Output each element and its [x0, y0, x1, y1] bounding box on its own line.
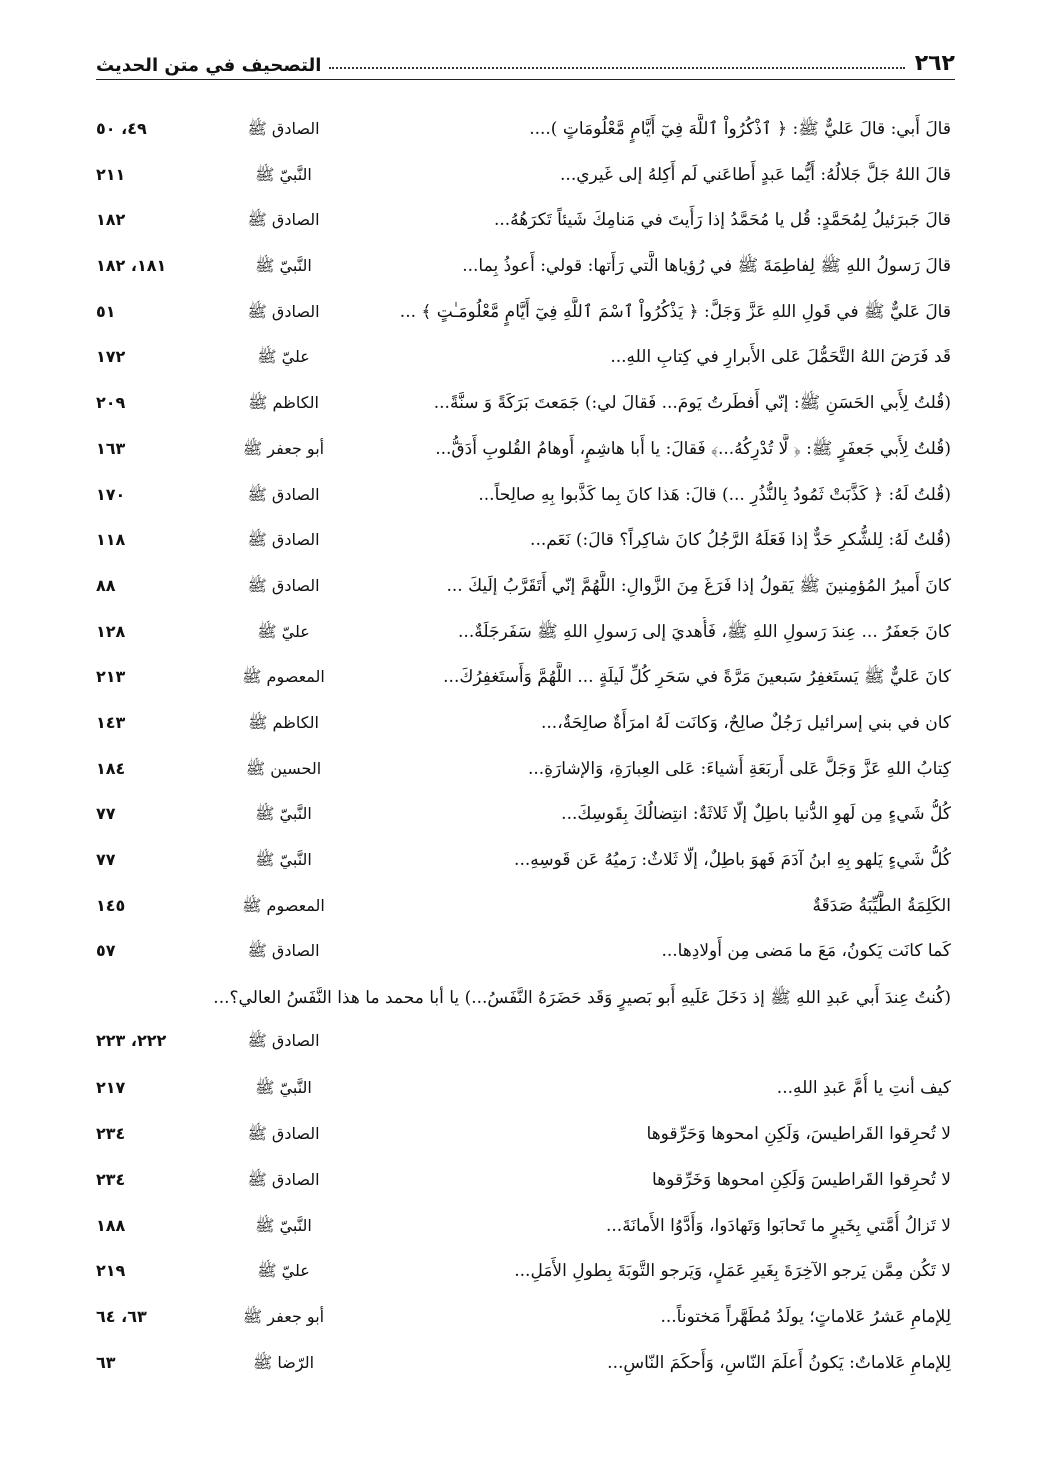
hadith-text: كانَ عَليٌّ ﷺ يَستَغفِرُ سَبعينَ مَرَّةً في سَحَرِ كُلِّ لَيلَةٍ ... اللَّهُمَّ وَأَستَغفِرُكَ...: [443, 667, 951, 688]
index-entry: [0, 976, 1051, 1067]
dotted-leader: [329, 67, 904, 69]
page-references: ١٤٣: [96, 712, 126, 732]
page-references: ٥١: [96, 301, 116, 321]
hadith-text: كُلُّ شَيءٍ مِن لَهوِ الدُّنيا باطِلٌ إلّا ثَلاثَةٌ: انتِضالُكَ بِقَوسِكَ...: [561, 804, 951, 825]
hadith-text: لِلإمامِ عَشرُ عَلاماتٍ؛ يولَدُ مُطَهَّراً مَختوناً...: [660, 1306, 951, 1327]
index-entry: [0, 611, 1051, 657]
narrator-name: الصادق ﷺ: [247, 575, 320, 595]
narrator-name: الكاظم ﷺ: [248, 712, 319, 732]
index-entry: [0, 474, 1051, 520]
index-entry: [0, 1113, 1051, 1159]
page-references: ٢١٩: [96, 1261, 126, 1281]
header-rule: [96, 79, 955, 80]
narrator-name: الصادق ﷺ: [247, 530, 320, 550]
index-entry: [0, 1296, 1051, 1342]
index-entry: [0, 1250, 1051, 1296]
index-entry: [0, 1159, 1051, 1205]
page-references: ٢١٣: [96, 667, 126, 687]
narrator-name: النَّبيّ ﷺ: [255, 1078, 312, 1098]
index-entry: [0, 154, 1051, 200]
index-entry: [0, 428, 1051, 474]
page-references: ٨٨: [96, 575, 116, 595]
page-references: ٢٠٩: [96, 393, 126, 413]
narrator-name: النَّبيّ ﷺ: [255, 804, 312, 824]
narrator-name: الصادق ﷺ: [247, 1169, 320, 1189]
hadith-text: كُلُّ شَيءٍ يَلهو بِهِ ابنُ آدَمَ فَهوَ باطِلٌ، إلّا ثَلاثٌ: رَميُهُ عَن قَوسِهِ...: [514, 850, 951, 870]
index-entry: [0, 702, 1051, 748]
narrator-name: المعصوم ﷺ: [242, 667, 325, 687]
index-entry: [0, 519, 1051, 565]
hadith-text: (كُنتُ عِندَ أَبي عَبدِ اللهِ ﷺ إذ دَخَلَ عَلَيهِ أَبو بَصيرٍ وَقَد حَضَرَهُ النَّفَسُ...) يا أبا محمد ما هذا النَّفَسُ العالي؟...: [213, 988, 951, 1009]
index-entry: [0, 108, 1051, 154]
page-references: ٢٣٤: [96, 1169, 126, 1189]
index-entry: [0, 656, 1051, 702]
index-entry: [0, 793, 1051, 839]
narrator-name: الصادق ﷺ: [247, 484, 320, 504]
index-entry: [0, 565, 1051, 611]
index-entry: [0, 382, 1051, 428]
index-entry: [0, 1205, 1051, 1251]
hadith-text: الكَلِمَةُ الطَّيِّبَةُ صَدَقَةٌ: [812, 895, 951, 916]
hadith-text: (قُلتُ لَهُ: لِلشُّكرِ حَدٌّ إذا فَعَلَهُ الرَّجُلُ كانَ شاكِراً؟ قالَ:) نَعَم...: [530, 530, 951, 551]
narrator-name: الصادق ﷺ: [247, 1031, 320, 1051]
hadith-text: (قُلتُ لَهُ: ﴿ كَذَّبَتْ ثَمُودُ بِالنُّذُرِ ...) قالَ: هَذا كانَ بِما كَذَّبوا بِهِ صالِحاً...: [478, 484, 951, 505]
hadith-text: (قُلتُ لِأَبي جَعفَرٍ ﷺ: ﴿ لَّا تُدْرِكُهُ...﴾ فَقالَ: يا أَبا هاشِمٍ، أَوهامُ القُلوبِ أَدَقُّ...: [435, 438, 951, 459]
hadith-text: لا تُحرِقوا القَراطيسَ وَلَكِنِ امحوها وَخَرِّقوها: [652, 1169, 951, 1190]
page-references: ٢١٧: [96, 1078, 126, 1098]
narrator-name: أبو جعفر ﷺ: [242, 438, 325, 458]
page-references: ٢٢٢، ٢٢٣: [96, 1031, 167, 1051]
hadith-text: قالَ أَبي: قالَ عَليٌّ ﷺ: ﴿ ٱذْكُرُواْ ٱللَّهَ فِيٓ أَيَّامٍ مَّعْلُومَاتٍ )....: [529, 119, 951, 139]
narrator-name: الصادق ﷺ: [247, 941, 320, 961]
narrator-name: عليّ ﷺ: [257, 621, 310, 641]
index-entry: [0, 336, 1051, 382]
hadith-text: كِتابُ اللهِ عَزَّ وَجَلَّ عَلى أَربَعَةِ أَشياءَ: عَلى العِبارَةِ، وَالإشارَةِ...: [527, 758, 951, 779]
page-references: ١٨١، ١٨٢: [96, 256, 167, 276]
hadith-text: قالَ اللهُ جَلَّ جَلالُهُ: أَيُّما عَبدٍ أَطاعَني لَم أَكِلهُ إلى غَيري...: [560, 164, 951, 185]
narrator-name: الكاظم ﷺ: [248, 393, 319, 413]
hadith-text: كانَ أَميرُ المُؤمِنينَ ﷺ يَقولُ إذا فَرَغَ مِنَ الزَّوالِ: اللَّهُمَّ إنّي أَتَقَرَّبُ إلَيكَ ...: [446, 575, 951, 596]
narrator-name: عليّ ﷺ: [257, 347, 310, 367]
page-references: ١١٨: [96, 530, 126, 550]
narrator-name: الصادق ﷺ: [247, 1124, 320, 1144]
page-number: ٢٦٢: [914, 51, 955, 76]
page-references: ١٧٠: [96, 484, 126, 504]
index-entry: [0, 245, 1051, 291]
page-references: ١٨٢: [96, 210, 126, 230]
page-header: [96, 40, 955, 76]
page-references: ١٨٤: [96, 758, 126, 778]
index-entry: [0, 1342, 1051, 1388]
narrator-name: المعصوم ﷺ: [242, 895, 325, 915]
index-entry: [0, 199, 1051, 245]
narrator-name: النَّبيّ ﷺ: [255, 256, 312, 276]
page-references: ٢١١: [96, 164, 126, 184]
narrator-name: النَّبيّ ﷺ: [255, 164, 312, 184]
index-entry: [0, 885, 1051, 931]
page-references: ١٦٣: [96, 438, 126, 458]
hadith-text: كانَ جَعفَرُ ... عِندَ رَسولِ اللهِ ﷺ، فَأُهديَ إلى رَسولِ اللهِ ﷺ سَفَرجَلَةٌ...: [458, 621, 951, 642]
page-references: ٥٧: [96, 941, 116, 961]
index-entry: [0, 291, 1051, 337]
hadith-text: قالَ جَبرَئيلُ لِمُحَمَّدٍ: قُل يا مُحَمَّدُ إذا رَأَيتَ في مَنامِكَ شَيئاً تَكرَهُهُ...: [493, 210, 951, 231]
narrator-name: أبو جعفر ﷺ: [242, 1306, 325, 1326]
page-references: ٧٧: [96, 850, 116, 869]
page-references: ٢٣٤: [96, 1124, 126, 1144]
hadith-text: قالَ رَسولُ اللهِ ﷺ لِفاطِمَةَ ﷺ في رُؤياها الَّتي رَأَتها: قولي: أَعوذُ بِما...: [462, 256, 951, 277]
narrator-name: الصادق ﷺ: [247, 119, 320, 138]
hadith-text: كيف أنتِ يا أُمَّ عَبدِ اللهِ...: [776, 1078, 951, 1099]
index-entry: [0, 930, 1051, 976]
index-entry: [0, 748, 1051, 794]
page-references: ١٢٨: [96, 621, 126, 641]
page-references: ١٤٥: [96, 895, 126, 915]
page-references: ٦٣، ٦٤: [96, 1306, 147, 1326]
narrator-name: الصادق ﷺ: [247, 301, 320, 321]
running-title: التصحيف في متن الحديث: [96, 55, 322, 76]
index-entry: [0, 839, 1051, 885]
hadith-text: لا تُحرِقوا القَراطيسَ، وَلَكِنِ امحوها وَحَرِّقوها: [646, 1124, 951, 1145]
hadith-text: قالَ عَليٌّ ﷺ في قَولِ اللهِ عَزَّ وَجَلَّ: ﴿ يَذْكُرُواْ ٱسْمَ ٱللَّهِ فِيٓ أَيَّامٍ مَّعْلُومَـٰتٍ ﴾ ...: [399, 301, 951, 322]
narrator-name: عليّ ﷺ: [257, 1261, 310, 1281]
page-references: ٤٩، ٥٠: [96, 119, 147, 138]
narrator-name: الحسين ﷺ: [245, 758, 322, 778]
hadith-text: كان في بني إسرائيل رَجُلٌ صالِحٌ، وَكانَت لَهُ امرَأَةٌ صالِحَةٌ،...: [541, 712, 951, 733]
hadith-text: كَما كانَت يَكونُ، مَعَ ما مَضى مِن أَولادِها...: [661, 941, 951, 962]
page-references: ٧٧: [96, 804, 116, 824]
narrator-name: الصادق ﷺ: [247, 210, 320, 230]
narrator-name: الرّضا ﷺ: [252, 1352, 315, 1372]
hadith-text: لِلإمامِ عَلاماتٌ: يَكونُ أَعلَمَ النّاسِ، وَأَحكَمَ النّاسِ...: [607, 1352, 951, 1373]
page-references: ١٧٢: [96, 347, 126, 367]
page-references: ١٨٨: [96, 1215, 126, 1235]
page-references: ٦٣: [96, 1352, 116, 1372]
index-entry: [0, 1067, 1051, 1113]
hadith-index-list: [0, 108, 1051, 1448]
hadith-text: لا تَكُن مِمَّن يَرجو الآخِرَةَ بِغَيرِ عَمَلٍ، وَيَرجو التَّوبَةَ بِطولِ الأَمَلِ...: [514, 1261, 951, 1282]
hadith-text: (قُلتُ لِأَبي الحَسَنِ ﷺ: إنّي أَفطَرتُ يَومَ... فَقالَ لي:) جَمَعتَ بَرَكَةً وَ سنَّةً...: [433, 393, 951, 414]
narrator-name: النَّبيّ ﷺ: [255, 1215, 312, 1235]
hadith-text: لا تَزالُ أُمَّتي بِخَيرٍ ما تَحابَوا وَتَهادَوا، وَأَدَّوُا الأَمانَةَ...: [605, 1215, 951, 1236]
narrator-name: النَّبيّ ﷺ: [255, 850, 312, 869]
hadith-text: قَد فَرَضَ اللهُ التَّحَمُّلَ عَلى الأَبرارِ في كِتابِ اللهِ...: [610, 347, 951, 368]
